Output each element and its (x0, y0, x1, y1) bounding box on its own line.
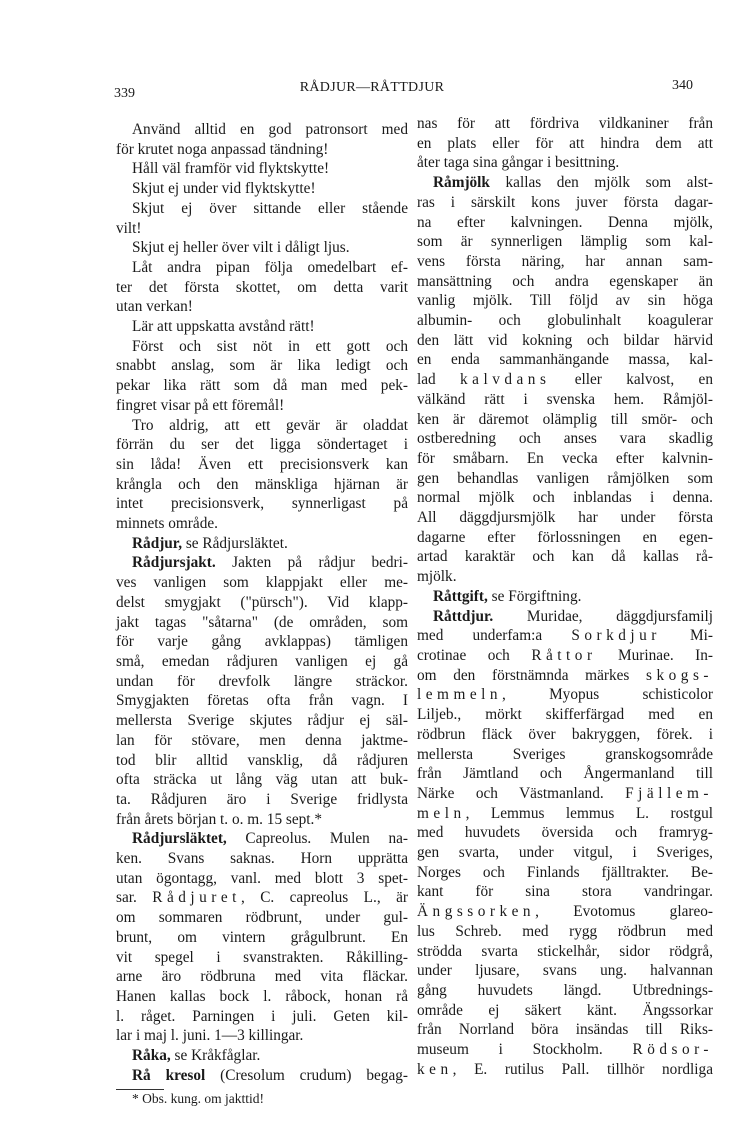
text-line (116, 475, 408, 495)
text-line (417, 882, 713, 902)
text-line (417, 429, 713, 449)
text-line (116, 751, 408, 771)
line-text: små, emedan rådjuren vanligen ej gå (116, 652, 408, 670)
line-text: gång huvudets längd. Utbrednings- (417, 981, 713, 999)
text-line (417, 646, 713, 666)
spaced-term: Sorkdjur (571, 627, 661, 645)
line-text: snabbt anslag, som är lika ledigt och (116, 357, 408, 375)
line-text: tod blir alltid vansklig, då rådjuren (116, 751, 408, 769)
line-text: en plats eller för att hindra dem att (417, 134, 713, 152)
entry-headword: Råmjölk (433, 174, 490, 192)
line-text: Smygjakten företas ofta från vagn. I (116, 692, 408, 710)
text-line (417, 942, 713, 962)
text-line (116, 652, 408, 672)
line-text: na efter kalvningen. Denna mjölk, (417, 213, 713, 231)
text-line (417, 508, 713, 528)
line-text: för krutet noga anpassad tändning! (116, 140, 329, 158)
line-text: Muridae, däggdjursfamilj (493, 607, 713, 625)
text-line (417, 961, 713, 981)
line-text: åter taga sina gångar i besittning. (417, 154, 620, 172)
text-line (417, 981, 713, 1001)
text-line (116, 632, 408, 652)
spaced-term: meln (417, 804, 466, 822)
line-text: lad (417, 371, 461, 389)
text-line (116, 1066, 408, 1086)
spaced-term: kalvdans (460, 371, 551, 389)
line-text: från Norrland böra insändas till Riks- (417, 1021, 713, 1039)
text-line (116, 790, 408, 810)
line-text: den lätt vid kokning och bildar härvid (417, 331, 713, 349)
line-text: om sommaren rödbrunt, under gul- (116, 909, 408, 927)
text-line (116, 810, 408, 830)
line-text-cont: Mi- (660, 627, 713, 645)
line-text: pekar lika rätt som då man med pek- (116, 377, 408, 395)
text-line (116, 317, 408, 337)
text-line (116, 455, 408, 475)
line-text: vilt! (116, 219, 142, 237)
line-text: brunt, om vintern grågulbrunt. En (116, 928, 408, 946)
text-line (116, 869, 408, 889)
text-line (116, 967, 408, 987)
text-line (417, 1040, 713, 1060)
entry-headword: Råttgift, (433, 587, 488, 605)
line-text: se Förgiftning. (487, 587, 582, 605)
line-text: vens första näring, har annan sam- (417, 252, 713, 270)
line-text: gen behandlas vanligen råmjölken som (417, 469, 713, 487)
line-text: vit spegel i svanstrakten. Råkilling- (116, 948, 408, 966)
line-text-cont: , Lemmus lemmus L. rostgul (465, 804, 713, 822)
text-line (417, 114, 713, 134)
line-text: ter det första skottet, om detta varit (116, 278, 408, 296)
text-line (417, 823, 713, 843)
line-text: mjölk. (417, 568, 457, 586)
line-text: l. råget. Parningen i juli. Geten kil- (116, 1007, 408, 1025)
entry-headword: Råka, (132, 1047, 171, 1065)
text-line (116, 219, 408, 239)
line-text: med huvudets översida och framryg- (417, 824, 713, 842)
line-text: sar. (116, 889, 153, 907)
text-line (417, 469, 713, 489)
text-line (417, 902, 713, 922)
line-text: se Rådjursläktet. (182, 534, 288, 552)
line-text: ras i särskilt kons juver första dagar- (417, 193, 713, 211)
spaced-term: Ängssorken (417, 903, 536, 921)
line-text: gen svarta, under vitgul, i Sveriges, (417, 844, 713, 862)
text-line (417, 331, 713, 351)
spaced-term: Rödsor- (632, 1041, 713, 1059)
text-line (417, 153, 713, 173)
text-line (417, 666, 713, 686)
line-text-cont: , C. capreolus L., är (240, 889, 408, 907)
line-text: normal mjölk och inblandas i denna. (417, 489, 713, 507)
text-line (417, 272, 713, 292)
text-line (116, 179, 408, 199)
text-line (116, 514, 408, 534)
text-line (116, 829, 408, 849)
line-text: se Kråkfåglar. (170, 1047, 261, 1065)
line-text: mellersta Sveriges granskogsområde (417, 745, 713, 763)
text-line (116, 1026, 408, 1046)
text-line (417, 252, 713, 272)
line-text: undan för drevfolk längre sträckor. (116, 672, 408, 690)
line-text: ostberedning och anses vara skadlig (417, 430, 713, 448)
text-line (417, 567, 713, 587)
text-line (417, 607, 713, 627)
line-text: lus Schreb. med rygg rödbrun med (417, 922, 713, 940)
text-line (116, 120, 408, 140)
text-line (417, 804, 713, 824)
text-line (417, 843, 713, 863)
text-line (116, 258, 408, 278)
line-text: Capreolus. Mulen na- (226, 830, 408, 848)
line-text: ken är däremot olämplig till smör- och (417, 410, 713, 428)
line-text: Först och sist nöt in ett gott och (132, 337, 408, 355)
line-text: kallas den mjölk som alst- (489, 174, 713, 192)
line-text: mansättning och andra egenskaper än (417, 272, 713, 290)
text-line (116, 948, 408, 968)
line-text: för varje gång avklappas) tämligen (116, 633, 408, 651)
line-text: Skjut ej heller över vilt i dåligt ljus. (132, 239, 350, 257)
text-line (417, 1020, 713, 1040)
line-text: (Cresolum crudum) begag- (205, 1066, 408, 1084)
line-text: nas för att fördriva vildkaniner från (417, 115, 713, 132)
line-text: från Jämtland och Ångermanland till (417, 765, 713, 783)
line-text-cont: Murinae. In- (596, 646, 713, 664)
line-text: Använd alltid en god patronsort med (132, 121, 408, 138)
line-text: sin låda! Även ett precisionsverk kan (116, 455, 408, 473)
entry-headword: Rådjursjakt. (132, 554, 216, 572)
line-text: lan för stövare, men denna jaktme- (116, 731, 408, 749)
line-text: ves vanligen som klappjakt eller me- (116, 574, 408, 592)
line-text: Jakten på rådjur bedri- (215, 554, 408, 572)
entry-headword: Rå kresol (132, 1066, 206, 1084)
text-line (116, 613, 408, 633)
text-line (417, 745, 713, 765)
spaced-term: Fjällem- (625, 784, 713, 802)
text-line (116, 159, 408, 179)
text-line (417, 764, 713, 784)
text-line (116, 770, 408, 790)
text-line (417, 784, 713, 804)
text-line (417, 1001, 713, 1021)
line-text: välkänd rätt i svenska hem. Råmjöl- (417, 390, 713, 408)
line-text-cont: , Evotomus glareo- (535, 903, 713, 921)
line-text: om den förstnämnda märkes (417, 666, 647, 684)
line-text: vanlig mjölk. Till följd av sin höga (417, 292, 713, 310)
line-text: minnets område. (116, 515, 218, 533)
text-line (417, 390, 713, 410)
line-text: krångla och den mänskliga hjärnan är (116, 475, 408, 493)
spaced-term: lemmeln (417, 686, 503, 704)
text-line (116, 416, 408, 436)
text-line (116, 199, 408, 219)
entry-headword: Råttdjur. (433, 607, 494, 625)
text-line (116, 337, 408, 357)
line-text: förrän du ser det ligga söndertaget i (116, 436, 408, 454)
text-line (417, 587, 713, 607)
text-line (116, 238, 408, 258)
text-line (417, 528, 713, 548)
line-text: som är synnerligen lämplig som kal- (417, 233, 713, 251)
line-text: under ljusare, svans ung. halvannan (417, 962, 713, 980)
line-text: utan ögontagg, vanl. med blott 3 spet- (116, 869, 408, 887)
line-text: fingret visar på ett föremål! (116, 396, 285, 414)
spaced-term: skogs- (646, 666, 713, 684)
spaced-term: Rådjuret (152, 889, 241, 907)
text-line (417, 370, 713, 390)
text-line (116, 928, 408, 948)
line-text: dagarne efter förlossningen en egen- (417, 528, 713, 546)
text-line (116, 888, 408, 908)
line-text: rödbrun fläck över bakryggen, förek. i (417, 725, 713, 743)
text-line (116, 908, 408, 928)
text-line (417, 449, 713, 469)
text-line (417, 291, 713, 311)
text-line (417, 193, 713, 213)
text-line (116, 711, 408, 731)
line-text: från årets början t. o. m. 15 sept.* (116, 810, 323, 828)
text-line (417, 725, 713, 745)
line-text: Skjut ej över sittande eller stående (132, 199, 408, 217)
line-text-cont: , Myopus schisticolor (502, 686, 713, 704)
text-line (116, 553, 408, 573)
line-text: jakt tagas "såtarna" (de områden, som (116, 613, 408, 631)
line-text: Lär att uppskatta avstånd rätt! (132, 318, 315, 336)
line-text-cont: eller kalvost, en (550, 371, 713, 389)
right-column (417, 114, 713, 1079)
line-text: ta. Rådjuren äro i Sverige fridlysta (116, 790, 408, 808)
line-text: Liljeb., mörkt skifferfärgad med en (417, 706, 713, 724)
text-line (116, 494, 408, 514)
text-line (116, 1046, 408, 1066)
text-line (116, 140, 408, 160)
line-text: crotinae och (417, 646, 532, 664)
text-line (116, 672, 408, 692)
line-text: utan verkan! (116, 298, 193, 316)
line-text: arne äro rödbruna med vita fläckar. (116, 968, 408, 986)
text-line (116, 435, 408, 455)
line-text: Låt andra pipan följa omedelbart ef- (132, 258, 408, 276)
line-text: All däggdjursmjölk har under första (417, 509, 713, 527)
line-text: Tro aldrig, att ett gevär är oladdat (132, 416, 408, 434)
entry-headword: Rådjur, (132, 534, 183, 552)
line-text: område ej säkert känt. Ängssorkar (417, 1001, 713, 1019)
text-line (417, 488, 713, 508)
text-line (116, 987, 408, 1007)
text-line (417, 705, 713, 725)
text-line (417, 1060, 713, 1080)
line-text: en enda sammanhängande massa, kal- (417, 351, 713, 369)
entry-headword: Rådjursläktet, (132, 830, 227, 848)
text-line (417, 213, 713, 233)
text-line (116, 278, 408, 298)
left-column (116, 120, 408, 1107)
text-line (417, 311, 713, 331)
text-line (417, 410, 713, 430)
text-line (417, 863, 713, 883)
text-line (417, 685, 713, 705)
text-line (116, 534, 408, 554)
text-line (116, 691, 408, 711)
line-text: delst smygjakt ("pürsch"). Vid klapp- (116, 593, 408, 611)
text-line (417, 134, 713, 154)
running-title: RÅDJUR—RÅTTDJUR (299, 80, 445, 95)
line-text: Hanen kallas bock l. råbock, honan rå (116, 987, 408, 1005)
page-number-left: 339 (114, 86, 135, 101)
line-text: strödda svarta stickelhår, sidor rödgrå, (417, 942, 713, 960)
line-text: intet precisionsverk, synnerligast på (116, 495, 408, 513)
text-line (417, 547, 713, 567)
page-number-right: 340 (672, 78, 693, 93)
line-text: albumin- och globulinhalt koagulerar (417, 312, 713, 330)
text-line (417, 232, 713, 252)
line-text: för småbarn. En vecka efter kalvnin- (417, 449, 713, 467)
line-text: museum i Stockholm. (417, 1041, 633, 1059)
text-line (417, 350, 713, 370)
line-text: mellersta Sverige skjutes rådjur ej säl- (116, 712, 408, 730)
spaced-term: ken (417, 1060, 453, 1078)
text-line (116, 1007, 408, 1027)
line-text: ken. Svans saknas. Horn upprätta (116, 850, 408, 868)
line-text: Skjut ej under vid flyktskytte! (132, 180, 316, 198)
footnote: * Obs. kung. om jakttid! (132, 1091, 264, 1107)
line-text-cont: , E. rutilus Pall. tillhör nordliga (452, 1060, 713, 1078)
text-line (417, 922, 713, 942)
text-line (116, 396, 408, 416)
line-text: Norges och Finlands fjälltrakter. Be- (417, 863, 713, 881)
text-line (417, 173, 713, 193)
text-line (417, 626, 713, 646)
text-line (116, 731, 408, 751)
line-text: Närke och Västmanland. (417, 784, 626, 802)
line-text: med underfam:a (417, 627, 572, 645)
text-line (116, 593, 408, 613)
line-text: lar i maj l. juni. 1—3 killingar. (116, 1027, 304, 1045)
line-text: ofta sträcka ut lång väg utan att buk- (116, 771, 408, 789)
spaced-term: Råttor (531, 646, 597, 664)
text-line (116, 297, 408, 317)
text-line (116, 573, 408, 593)
text-line (116, 376, 408, 396)
line-text: artad karaktär och kan då kallas rå- (417, 548, 713, 566)
text-line (116, 356, 408, 376)
line-text: kant för sina stora vandringar. (417, 883, 713, 901)
text-line (116, 849, 408, 869)
running-header (0, 78, 744, 102)
line-text: Håll väl framför vid flyktskytte! (132, 160, 330, 178)
